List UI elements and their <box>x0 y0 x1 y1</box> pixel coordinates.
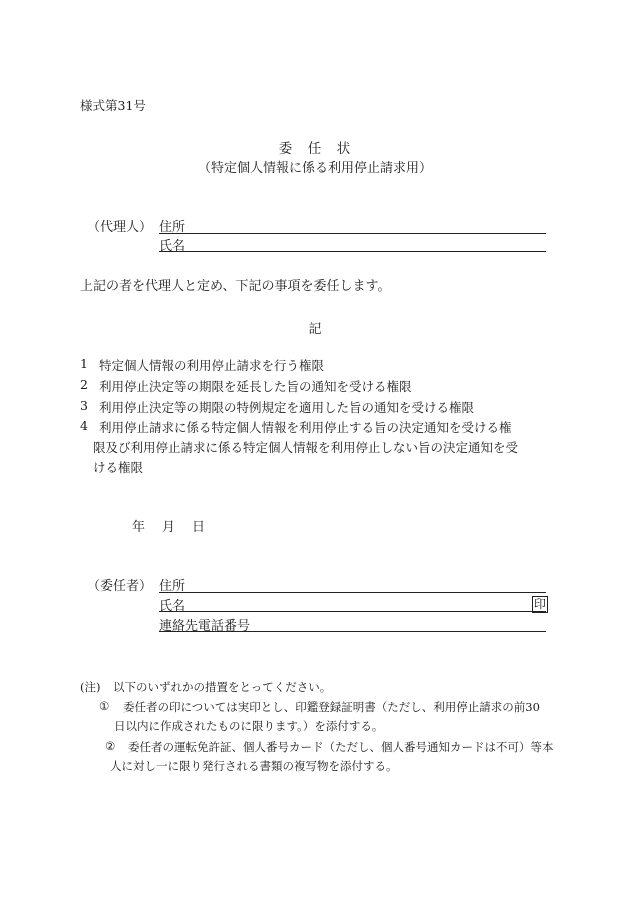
item-text-line: ける権限 <box>93 460 144 475</box>
note-2-line: 委任者の運転免許証、個人番号カード（ただし、個人番号通知カードは不可）等本 <box>128 740 554 754</box>
date-line <box>132 516 205 535</box>
item-text: 利用停止決定等の期限の特例規定を適用した旨の通知を受ける権限 <box>99 400 475 415</box>
agent-address-label: 住所 <box>159 220 186 235</box>
date-day[interactable]: 日 <box>192 520 206 535</box>
principal-phone-label: 連絡先電話番号 <box>159 619 251 634</box>
principal-address-label: 住所 <box>159 579 186 594</box>
date-month[interactable]: 月 <box>162 520 176 535</box>
agent-name-label: 氏名 <box>159 239 186 254</box>
seal-box: 印 <box>533 597 546 611</box>
document-title: 委 任 状 <box>278 141 352 157</box>
principal-name-line[interactable] <box>159 611 546 612</box>
ki-heading: 記 <box>308 322 322 337</box>
note-1-marker: ① <box>99 699 110 713</box>
agent-address-line[interactable] <box>159 233 546 234</box>
date-year[interactable]: 年 <box>132 520 146 535</box>
item-text-line: 限及び利用停止請求に係る特定個人情報を利用停止しない旨の決定通知を受 <box>93 440 519 455</box>
principal-phone-line[interactable] <box>159 631 546 632</box>
delegation-statement: 上記の者を代理人と定め、下記の事項を委任します。 <box>80 279 391 294</box>
agent-name-line[interactable] <box>159 251 546 252</box>
item-text-line: 利用停止請求に係る特定個人情報を利用停止する旨の決定通知を受ける権 <box>99 420 512 435</box>
agent-role-label: （代理人） <box>87 220 153 235</box>
principal-name-label: 氏名 <box>159 599 186 614</box>
item-number: 3 <box>80 398 88 413</box>
note-1-line: 委任者の印については実印とし、印鑑登録証明書（ただし、利用停止請求の前30 <box>123 700 540 714</box>
item-text: 特定個人情報の利用停止請求を行う権限 <box>99 358 325 373</box>
principal-address-line[interactable] <box>159 592 546 593</box>
form-number: 様式第31号 <box>80 98 146 113</box>
item-number: 4 <box>80 418 88 433</box>
principal-role-label: （委任者） <box>87 579 153 594</box>
item-number: 2 <box>80 377 88 392</box>
note-label: (注) <box>80 680 101 694</box>
note-1-line: 日以内に作成されたものに限ります。）を添付する。 <box>114 719 384 733</box>
item-text: 利用停止決定等の期限を延長した旨の通知を受ける権限 <box>99 379 412 394</box>
note-2-line: 人に対し一に限り発行される書類の複写物を添付する。 <box>110 759 398 773</box>
item-number: 1 <box>80 356 88 371</box>
note-2-marker: ② <box>105 739 116 753</box>
note-intro: 以下のいずれかの措置をとってください。 <box>113 680 332 694</box>
document-subtitle: （特定個人情報に係る利用停止請求用） <box>197 161 432 176</box>
